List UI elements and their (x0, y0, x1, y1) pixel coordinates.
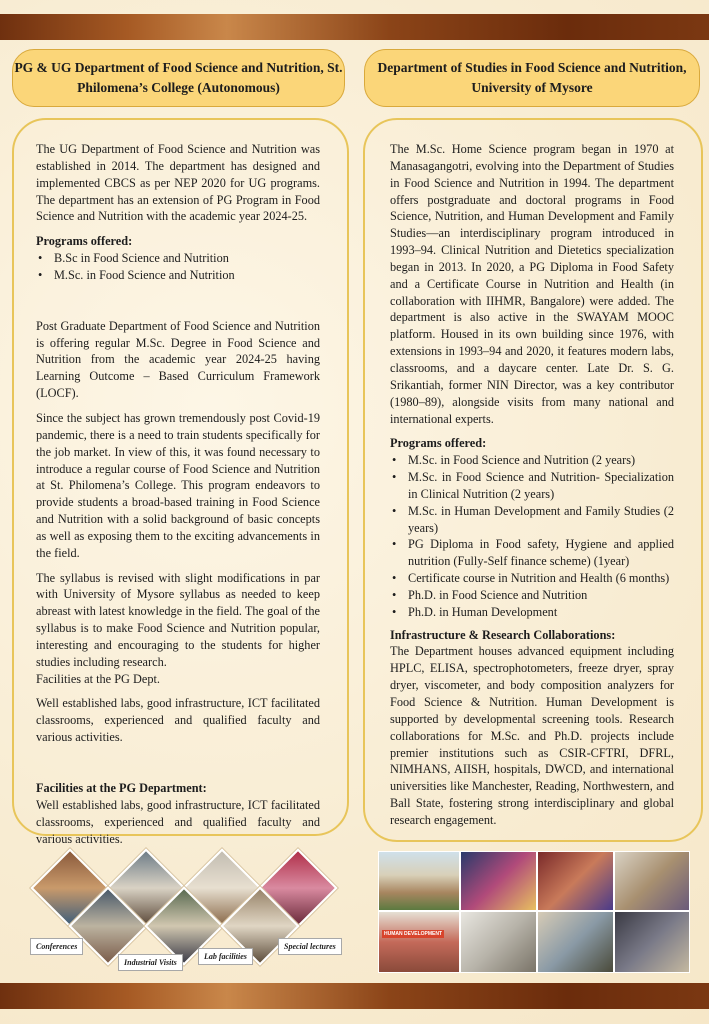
list-item: • B.Sc in Food Science and Nutrition (36, 250, 320, 267)
bottom-decorative-band (0, 983, 709, 1009)
collage-label-special-lectures: Special lectures (278, 938, 342, 955)
list-item: • Ph.D. in Human Development (390, 604, 674, 621)
facilities-paragraph: Well established labs, good infrastructure, ICT facilitated classrooms, experienced and qualified faculty and various activities. (36, 696, 320, 745)
facilities-paragraph-2: Well established labs, good infrastructure, ICT facilitated classrooms, experienced and qualified faculty and various activities. (36, 797, 320, 846)
right-department-title: Department of Studies in Food Science and Nutrition, University of Mysore (364, 49, 700, 107)
covid-paragraph: Since the subject has grown tremendously post Covid-19 pandemic, there is a need to train students specifically for the job market. In view of this, it was found necessary to introduce a regular course of Food Science and Nutrition at St. Philomena’s College. This program endeavors to provide students a broad-based training in Food Science and Nutrition with a solid background of basic concepts as well as exposing them to the exciting advancements in the field. (36, 410, 320, 560)
list-item: • M.Sc. in Human Development and Family Studies (2 years) (390, 503, 674, 537)
photo-lab-1 (460, 911, 537, 973)
left-programs-list (36, 250, 320, 284)
sign-board-text: HUMAN DEVELOPMENT (384, 931, 443, 937)
collage-label-industrial-visits: Industrial Visits (118, 954, 183, 971)
collage-label-conferences: Conferences (30, 938, 83, 955)
top-decorative-band (0, 14, 709, 40)
list-item: • M.Sc. in Food Science and Nutrition (36, 267, 320, 284)
collage-label-lab-facilities: Lab facilities (198, 948, 253, 965)
ug-intro-paragraph: The UG Department of Food Science and Nutrition was established in 2014. The department has designed and implemented CBCS as per NEP 2020 for UG programs. The department has an extension of PG Program in Food Science and Nutrition with the academic year 2024-25. (36, 142, 320, 224)
photo-event-1 (460, 851, 537, 911)
list-item: • Ph.D. in Food Science and Nutrition (390, 587, 674, 604)
infrastructure-paragraph: The Department houses advanced equipment including HPLC, ELISA, spectrophotometers, freeze dryer, spray dryer, viscometer, and body composition analyzers for Food Science & Nutrition. Human Development is supported by developmental screening tools. Research collaborations for M.Sc. and Ph.D. projects include premier institutions such as CSIR-CFTRI, DFRL, NIMHANS, AIISH, hospitals, DWCD, and international universities like Manchester, Reading, Northwestern, and Ball State, fostering strong interdisciplinary and global research engagement. (390, 644, 674, 827)
photo-event-3 (614, 851, 690, 911)
photo-sign-board (378, 911, 460, 973)
infrastructure-heading: Infrastructure & Research Collaborations: (390, 627, 616, 642)
right-programs-list (390, 452, 674, 620)
programs-heading: Programs offered: (390, 436, 487, 451)
activities-photo-collage (30, 850, 336, 978)
list-item: • M.Sc. in Food Science and Nutrition (2 years) (390, 452, 674, 469)
facilities-line: Facilities at the PG Dept. (36, 671, 160, 686)
pg-paragraph: Post Graduate Department of Food Science and Nutrition is offering regular M.Sc. Degree in Food Science and Nutrition from the academic year 2024-25 having Learning Outcome – Based Curriculum Framework (LOCF). (36, 318, 320, 401)
photo-building (378, 851, 460, 911)
department-photo-grid (378, 851, 688, 971)
list-item: • Certificate course in Nutrition and Health (6 months) (390, 570, 674, 587)
programs-heading: Programs offered: (36, 234, 133, 249)
list-item: • M.Sc. in Food Science and Nutrition- Specialization in Clinical Nutrition (2 years) (390, 469, 674, 503)
left-column-text (36, 141, 320, 847)
right-column-text (390, 141, 674, 829)
photo-event-2 (537, 851, 614, 911)
left-department-title: PG & UG Department of Food Science and Nutrition, St. Philomena’s College (Autonomous) (12, 49, 345, 107)
photo-lab-2 (537, 911, 614, 973)
mysore-intro-paragraph: The M.Sc. Home Science program began in 1970 at Manasagangotri, evolving into the Department of Studies in Food Science and Nutrition in 1994. The department offers postgraduate and doctoral programs in Food Science, Nutrition, and Human Development and Family Studies—an interdisciplinary program introduced in 1993–94. Clinical Nutrition and Dietetics specialization began in 2013. In 2020, a PG Diploma in Food Safety and a Certificate Course in Nutrition and Health (in collaboration with IIHMR, Bangalore) were added. The department is also active in the SWAYAM MOOC platform. Housed in its own building since 1976, with extensions in 1993–94 and 2020, it features modern labs, classrooms, and a daycare center. Late Dr. S. G. Srikantiah, former NIN Director, was a key contributor (1980–89), alongside visits from many national and international experts. (390, 142, 674, 426)
list-item: • PG Diploma in Food safety, Hygiene and applied nutrition (Fully-Self finance scheme) (1year) (390, 536, 674, 570)
syllabus-paragraph: The syllabus is revised with slight modifications in par with University of Mysore syllabus as needed to keep abreast with latest knowledge in the field. The goal of the syllabus is to make Food Science and Nutrition popular, interesting and encouraging to the students for higher studies including research. (36, 570, 320, 669)
photo-lab-3 (614, 911, 690, 973)
facilities-heading: Facilities at the PG Department: (36, 781, 207, 795)
